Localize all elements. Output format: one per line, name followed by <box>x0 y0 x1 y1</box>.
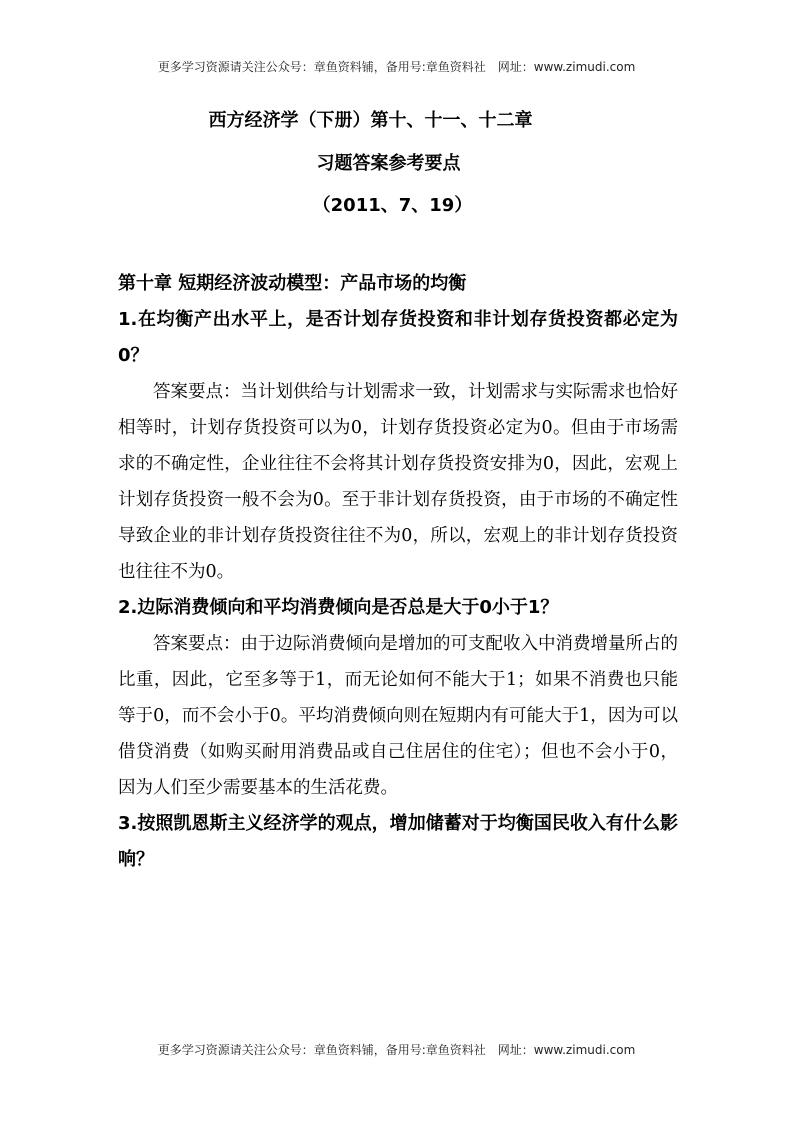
document-date: （2011、7、19） <box>312 195 473 216</box>
document-subtitle: 习题答案参考要点 <box>316 153 461 174</box>
document-title: 西方经济学（下册）第十、十一、十二章 <box>208 110 533 131</box>
page-header: 更多学习资源请关注公众号：章鱼资料铺，备用号:章鱼资料社 网址：www.zimudi.com <box>157 60 636 74</box>
page-footer: 更多学习资源请关注公众号：章鱼资料铺，备用号:章鱼资料社 网址：www.zimudi.com <box>157 1043 636 1057</box>
answer-1: 答案要点：当计划供给与计划需求一致，计划需求与实际需求也恰好相等时，计划存货投资可以为0，计划存货投资必定为0。但由于市场需求的不确定性，企业往往不会将其计划存货投资安排为0，因此，宏观上计划存货投资一般不会为0。至于非计划存货投资，由于市场的不确定性导致企业的非计划存货投资往往不为0，所以，宏观上的非计划存货投资也往往不为0。 <box>118 382 678 582</box>
answer-2: 答案要点：由于边际消费倾向是增加的可支配收入中消费增量所占的比重，因此，它至多等于1，而无论如何不能大于1；如果不消费也只能等于0，而不会小于0。平均消费倾向则在短期内有可能大于1，因为可以借贷消费（如购买耐用消费品或自己住居住的住宅）；但也不会小于0，因为人们至少需要基本的生活花费。 <box>118 634 678 798</box>
chapter-heading: 第十章 短期经济波动模型：产品市场的均衡 <box>118 273 467 294</box>
question-3: 3.按照凯恩斯主义经济学的观点，增加储蓄对于均衡国民收入有什么影响？ <box>118 813 678 870</box>
question-2: 2.边际消费倾向和平均消费倾向是否总是大于0小于1？ <box>118 597 559 618</box>
document-body <box>118 266 678 878</box>
question-1: 1.在均衡产出水平上，是否计划存货投资和非计划存货投资都必定为0？ <box>118 309 678 366</box>
